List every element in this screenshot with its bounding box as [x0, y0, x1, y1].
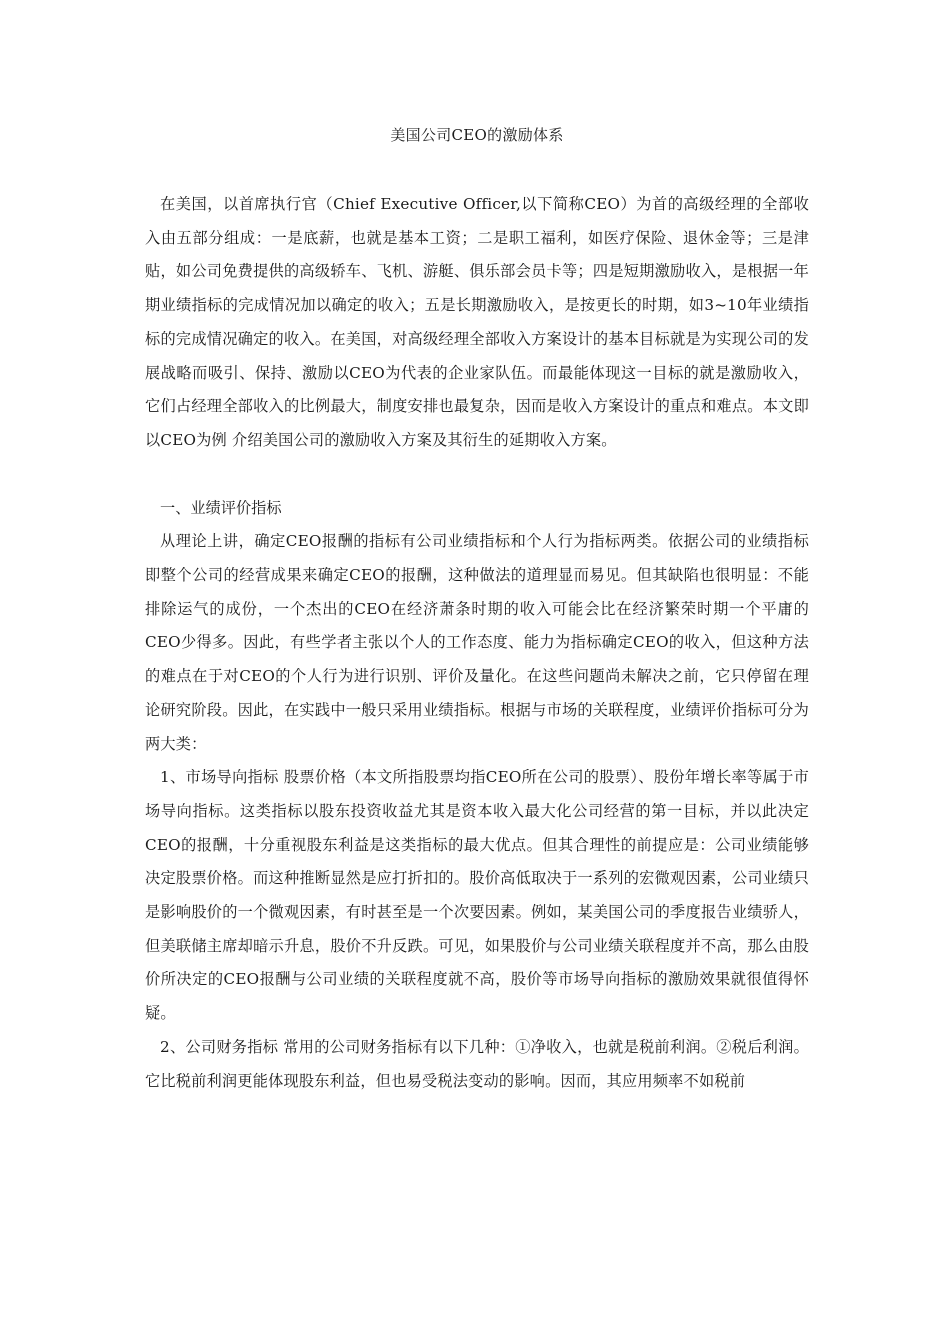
document-body: [145, 122, 809, 1098]
document-title: 美国公司CEO的激励体系: [390, 126, 564, 144]
paragraph-spacer: [145, 458, 809, 492]
section-heading-performance-indicators: 一、业绩评价指标: [160, 498, 282, 517]
intro-paragraph: 在美国，以首席执行官（Chief Executive Officer,以下简称CEO）为首的高级经理的全部收入由五部分组成：一是底薪，也就是基本工资；二是职工福利，如医疗保险、退休金等；三是津贴，如公司免费提供的高级轿车、飞机、游艇、俱乐部会员卡等；四是短期激励收入，是根据一年期业绩指标的完成情况加以确定的收入；五是长期激励收入，是按更长的时期，如3~10年业绩指标的完成情况确定的收入。在美国，对高级经理全部收入方案设计的基本目标就是为实现公司的发展战略而吸引、保持、激励以CEO为代表的企业家队伍。而最能体现这一目标的就是激励收入，它们占经理全部收入的比例最大，制度安排也最复杂，因而是收入方案设计的重点和难点。本文即以CEO为例 介绍美国公司的激励收入方案及其衍生的延期收入方案。: [145, 195, 809, 449]
section1-paragraph-1: 从理论上讲，确定CEO报酬的指标有公司业绩指标和个人行为指标两类。依据公司的业绩指标即整个公司的经营成果来确定CEO的报酬，这种做法的道理显而易见。但其缺陷也很明显：不能排除运气的成份，一个杰出的CEO在经济萧条时期的收入可能会比在经济繁荣时期一个平庸的CEO少得多。因此，有些学者主张以个人的工作态度、能力为指标确定CEO的收入，但这种方法的难点在于对CEO的个人行为进行识别、评价及量化。在这些问题尚未解决之前，它只停留在理论研究阶段。因此，在实践中一般只采用业绩指标。根据与市场的关联程度，业绩评价指标可分为两大类：: [145, 532, 809, 753]
section1-paragraph-market-indicators: 1、市场导向指标 股票价格（本文所指股票均指CEO所在公司的股票）、股份年增长率等属于市场导向指标。这类指标以股东投资收益尤其是资本收入最大化公司经营的第一目标，并以此决定CEO的报酬，十分重视股东利益是这类指标的最大优点。但其合理性的前提应是：公司业绩能够决定股票价格。而这种推断显然是应打折扣的。股价高低取决于一系列的宏微观因素，公司业绩只是影响股价的一个微观因素，有时甚至是一个次要因素。例如，某美国公司的季度报告业绩骄人，但美联储主席却暗示升息，股价不升反跌。可见，如果股价与公司业绩关联程度并不高，那么由股价所决定的CEO报酬与公司业绩的关联程度就不高，股价等市场导向指标的激励效果就很值得怀疑。: [145, 768, 809, 1023]
section1-paragraph-financial-indicators: 2、公司财务指标 常用的公司财务指标有以下几种：①净收入，也就是税前利润。②税后利润。它比税前利润更能体现股东利益，但也易受税法变动的影响。因而，其应用频率不如税前: [145, 1037, 809, 1090]
